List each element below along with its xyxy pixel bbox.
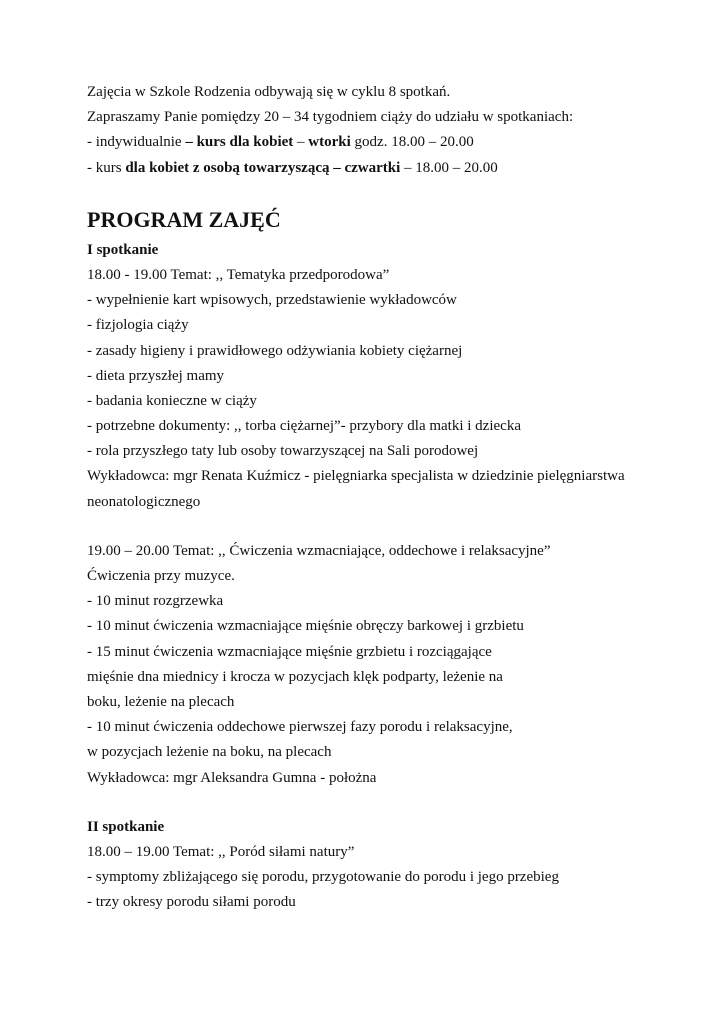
- option1-prefix: - indywidualnie: [87, 134, 186, 151]
- meeting1-item: - potrzebne dokumenty: ,, torba ciężarnej”- przybory dla matki i dziecka: [87, 418, 521, 435]
- meeting1b-line: - 10 minut rozgrzewka: [87, 593, 224, 610]
- spacer: [87, 181, 687, 205]
- meeting1b-line: - 10 minut ćwiczenia oddechowe pierwszej fazy porodu i relaksacyjne,: [87, 719, 513, 736]
- program-title: PROGRAM ZAJĘĆ: [87, 206, 281, 232]
- spacer: [87, 791, 687, 815]
- meeting2-item: - symptomy zbliżającego się porodu, przygotowanie do porodu i jego przebieg: [87, 869, 559, 886]
- option1-day: wtorki: [308, 134, 351, 151]
- meeting1b-line: w pozycjach leżenie na boku, na plecach: [87, 744, 332, 761]
- schedule-option-individual: [87, 130, 687, 155]
- meeting1b-line: - 15 minut ćwiczenia wzmacniające mięśnie grzbietu i rozciągające: [87, 643, 492, 660]
- intro-line-2: Zapraszamy Panie pomiędzy 20 – 34 tygodniem ciąży do udziału w spotkaniach:: [87, 109, 574, 126]
- meeting1-item: - wypełnienie kart wpisowych, przedstawienie wykładowców: [87, 292, 457, 309]
- meeting1-item: - rola przyszłego taty lub osoby towarzyszącej na Sali porodowej: [87, 443, 479, 460]
- meeting1b-line: boku, leżenie na plecach: [87, 693, 235, 710]
- meeting1-item: - fizjologia ciąży: [87, 317, 189, 334]
- option2-prefix: - kurs: [87, 159, 126, 176]
- meeting1-lecturer: Wykładowca: mgr Renata Kuźmicz - pielęgniarka specjalista w dziedzinie pielęgniarstwa: [87, 468, 625, 485]
- meeting1b-line: Ćwiczenia przy muzyce.: [87, 568, 235, 584]
- document-page: [87, 80, 687, 915]
- meeting1-item: - zasady higieny i prawidłowego odżywiania kobiety ciężarnej: [87, 342, 463, 359]
- meeting2-item: - trzy okresy porodu siłami porodu: [87, 894, 296, 911]
- intro-line-1: Zajęcia w Szkole Rodzenia odbywają się w cyklu 8 spotkań.: [87, 84, 451, 100]
- option1-separator: –: [293, 134, 309, 151]
- spacer: [87, 515, 687, 539]
- option2-course: dla kobiet z osobą towarzyszącą – czwartki: [125, 159, 401, 176]
- meeting2-topic: 18.00 – 19.00 Temat: ,, Poród siłami natury”: [87, 843, 355, 860]
- option2-hours: – 18.00 – 20.00: [400, 159, 498, 176]
- meeting1-item: - badania konieczne w ciąży: [87, 392, 257, 409]
- meeting2-title: II spotkanie: [87, 818, 165, 835]
- meeting1b-topic: 19.00 – 20.00 Temat: ,, Ćwiczenia wzmacniające, oddechowe i relaksacyjne”: [87, 542, 551, 559]
- meeting1b-line: mięśnie dna miednicy i krocza w pozycjach klęk podparty, leżenie na: [87, 668, 503, 685]
- meeting1b-line: - 10 minut ćwiczenia wzmacniające mięśnie obręczy barkowej i grzbietu: [87, 618, 524, 635]
- option1-course: – kurs dla kobiet: [185, 134, 294, 151]
- meeting1b-lecturer: Wykładowca: mgr Aleksandra Gumna - położna: [87, 769, 377, 786]
- option1-hours: godz. 18.00 – 20.00: [350, 134, 474, 151]
- meeting1-lecturer-cont: neonatologicznego: [87, 493, 201, 510]
- meeting1-topic: 18.00 - 19.00 Temat: ,, Tematyka przedporodowa”: [87, 266, 390, 283]
- schedule-option-accompanied: [87, 156, 687, 181]
- meeting1-item: - dieta przyszłej mamy: [87, 367, 225, 384]
- meeting1-title: I spotkanie: [87, 241, 159, 258]
